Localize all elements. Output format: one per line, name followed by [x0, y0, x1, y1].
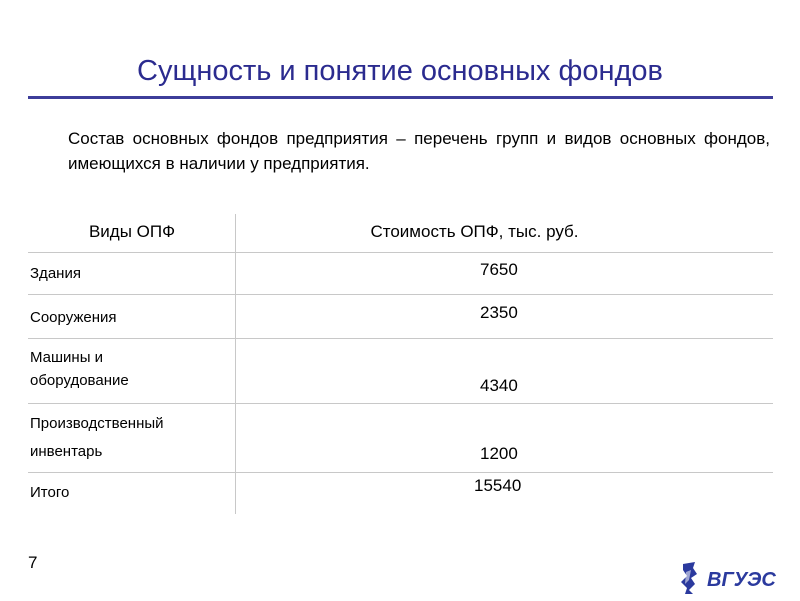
row-value: 7650: [480, 260, 518, 279]
intro-paragraph: Состав основных фондов предприятия – перечень групп и видов основных фондов, имеющихся в наличии у предприятия.: [68, 129, 770, 173]
university-logo: [677, 560, 787, 596]
row-value: 1200: [480, 444, 518, 463]
row-value: 4340: [480, 376, 518, 395]
row-label: Машины и оборудование: [30, 349, 129, 389]
row-label: Сооружения: [30, 309, 117, 326]
slide-title: Сущность и понятие основных фондов: [137, 55, 663, 87]
assets-table: [28, 214, 773, 514]
title-underline: [28, 96, 773, 99]
row-label: Здания: [30, 265, 81, 282]
table-header-row: [28, 214, 773, 252]
table-row: [28, 472, 773, 514]
column-header-type: Виды ОПФ: [88, 222, 176, 241]
table-row: [28, 338, 773, 403]
svg-text:ВГУЭС: ВГУЭС: [707, 569, 776, 591]
row-label: Итого: [30, 484, 70, 501]
row-value: 2350: [480, 303, 518, 322]
row-label: Производственный инвентарь: [30, 415, 164, 460]
page-number: 7: [28, 553, 38, 572]
table-row: [28, 294, 773, 338]
logo-emblem-icon: [677, 560, 787, 596]
table-row: [28, 252, 773, 294]
column-header-cost: Стоимость ОПФ, тыс. руб.: [370, 222, 579, 241]
table-row: [28, 403, 773, 472]
row-value: 15540: [474, 476, 522, 495]
